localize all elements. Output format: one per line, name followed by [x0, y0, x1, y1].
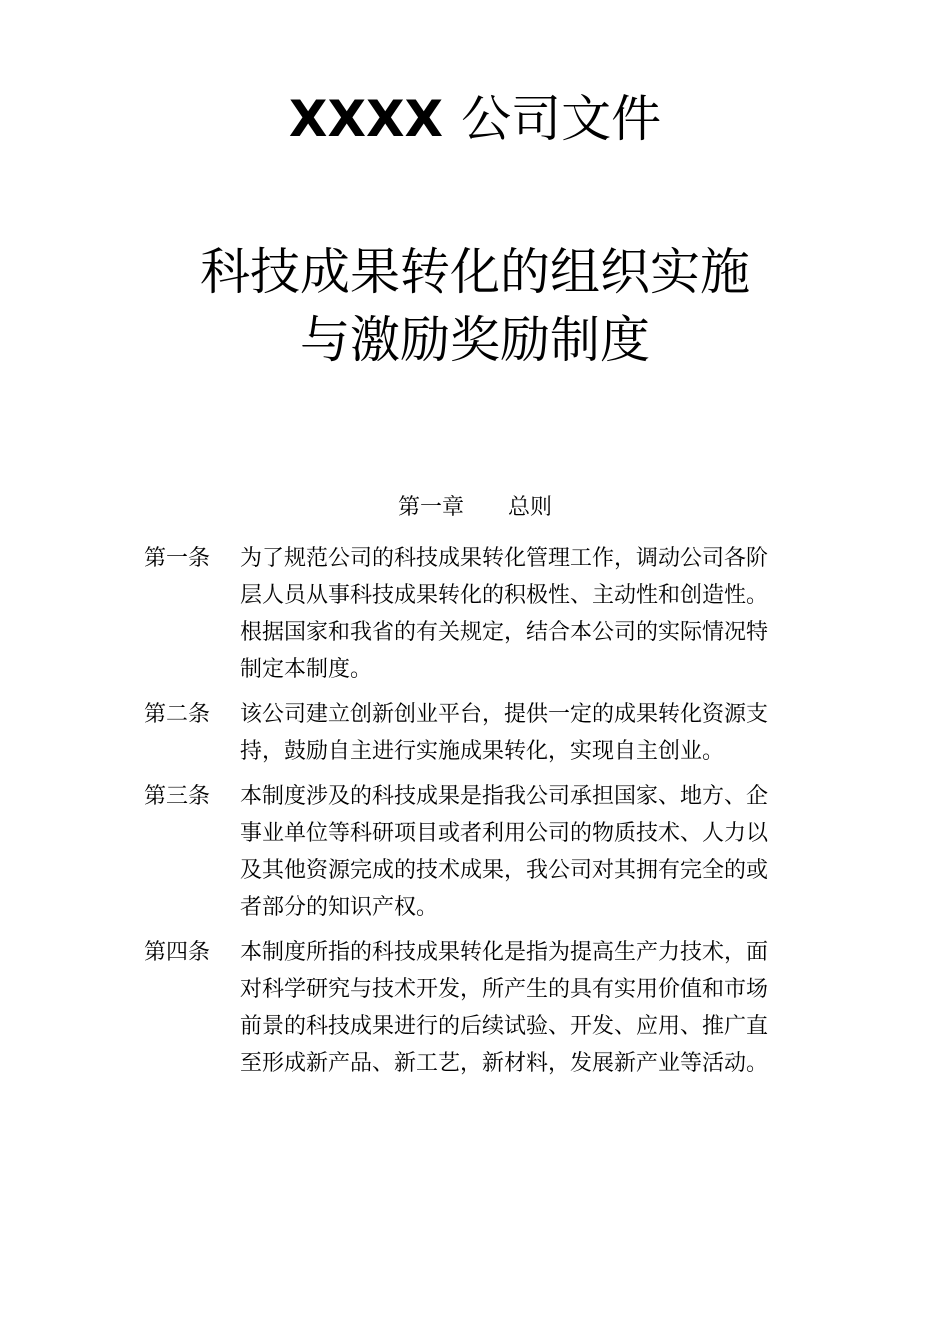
- article-label: 第一条: [144, 546, 211, 571]
- article-label: 第四条: [144, 940, 211, 965]
- article-line: 对科学研究与技术开发，所产生的具有实用价值和市场: [240, 977, 769, 1002]
- document-type-label: 公司文件: [461, 90, 662, 148]
- article-line: 为了规范公司的科技成果转化管理工作，调动公司各阶: [240, 546, 769, 571]
- company-name-placeholder: XXXX: [288, 90, 444, 148]
- article-list: [144, 540, 816, 1090]
- article-line: 根据国家和我省的有关规定，结合本公司的实际情况特: [240, 620, 769, 645]
- article-2: [144, 696, 816, 770]
- article-body: [240, 778, 816, 926]
- article-4: [144, 934, 816, 1082]
- article-line: 该公司建立创新创业平台，提供一定的成果转化资源支: [240, 702, 769, 727]
- article-line: 前景的科技成果进行的后续试验、开发、应用、推广直: [240, 1014, 769, 1039]
- article-line: 者部分的知识产权。: [240, 895, 439, 920]
- article-line: 事业单位等科研项目或者利用公司的物质技术、人力以: [240, 821, 769, 846]
- article-line: 制定本制度。: [240, 657, 373, 682]
- article-body: [240, 540, 816, 688]
- article-label: 第三条: [144, 784, 211, 809]
- article-line: 及其他资源完成的技术成果，我公司对其拥有完全的或: [240, 858, 769, 883]
- article-3: [144, 778, 816, 926]
- company-document-header: [0, 86, 950, 152]
- article-body: [240, 934, 816, 1082]
- article-line: 本制度所指的科技成果转化是指为提高生产力技术，面: [240, 940, 769, 965]
- article-1: [144, 540, 816, 688]
- article-line: 持，鼓励自主进行实施成果转化，实现自主创业。: [240, 739, 725, 764]
- article-label: 第二条: [144, 702, 211, 727]
- article-body: [240, 696, 816, 770]
- article-line: 层人员从事科技成果转化的积极性、主动性和创造性。: [240, 583, 769, 608]
- article-line: 至形成新产品、新工艺，新材料，发展新产业等活动。: [240, 1051, 769, 1076]
- chapter-heading: 第一章 总则: [397, 495, 552, 520]
- document-title: [0, 238, 950, 374]
- document-title-line-1: 科技成果转化的组织实施: [200, 243, 750, 301]
- article-line: 本制度涉及的科技成果是指我公司承担国家、地方、企: [240, 784, 769, 809]
- document-title-line-2: 与激励奖励制度: [300, 311, 650, 369]
